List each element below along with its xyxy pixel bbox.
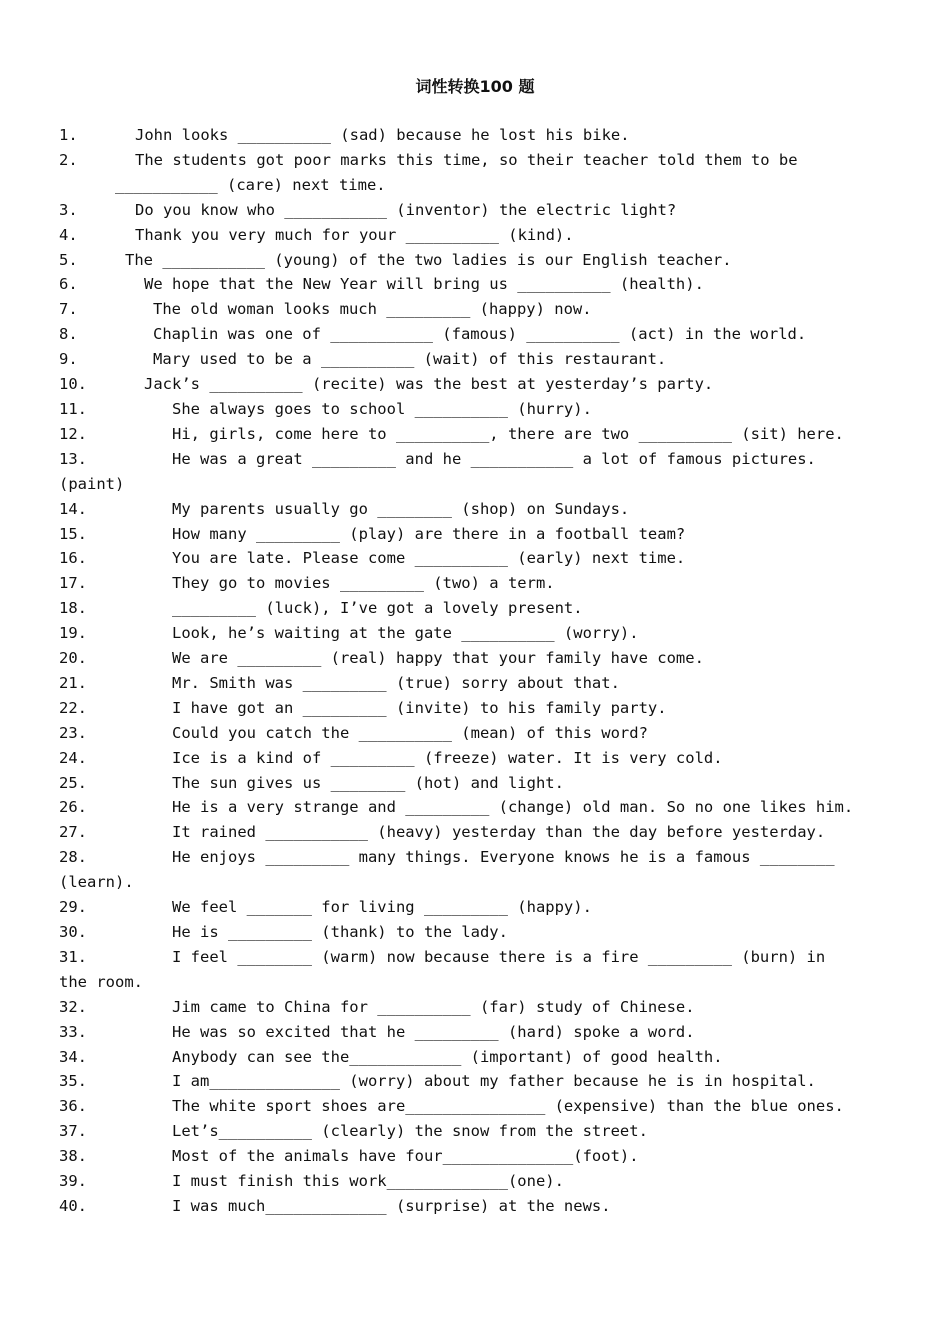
exercise-item (59, 895, 879, 920)
item-sentence: Mr. Smith was _________ (true) sorry about that. (172, 673, 620, 692)
exercise-item (59, 322, 879, 347)
item-sentence: She always goes to school __________ (hurry). (172, 399, 592, 418)
item-sentence: The students got poor marks this time, so their teacher told them to be (135, 150, 798, 169)
exercise-item (59, 995, 879, 1020)
item-number: 21. (59, 673, 87, 692)
exercise-item (59, 771, 879, 796)
item-number: 27. (59, 823, 87, 842)
item-continuation: ___________ (care) next time. (115, 175, 386, 194)
item-sentence: The ___________ (young) of the two ladies is our English teacher. (125, 250, 732, 269)
item-sentence: Anybody can see the____________ (important) of good health. (172, 1047, 723, 1066)
item-sentence: I am______________ (worry) about my father because he is in hospital. (172, 1072, 816, 1091)
item-number: 2. (59, 150, 78, 169)
item-number: 30. (59, 923, 87, 941)
item-sentence: Most of the animals have four______________(foot). (172, 1147, 639, 1166)
item-number: 34. (59, 1047, 87, 1066)
exercise-item (59, 497, 879, 522)
item-number: 14. (59, 499, 87, 518)
item-number: 1. (59, 126, 78, 144)
item-sentence: Look, he’s waiting at the gate __________ (worry). (172, 624, 639, 643)
item-number: 33. (59, 1022, 87, 1041)
item-continuation: (paint) (59, 474, 125, 493)
page-title: 词性转换100 题 (415, 77, 535, 96)
item-number: 11. (59, 399, 87, 418)
exercise-list (59, 123, 879, 1219)
item-number: 38. (59, 1147, 87, 1166)
exercise-item (59, 272, 879, 297)
item-sentence: They go to movies _________ (two) a term. (172, 574, 555, 593)
exercise-item (59, 522, 879, 547)
exercise-item (59, 646, 879, 671)
item-sentence: Hi, girls, come here to __________, there are two __________ (sit) here. (172, 424, 844, 443)
item-number: 10. (59, 375, 87, 394)
exercise-item (59, 248, 879, 273)
exercise-item (59, 820, 879, 845)
item-sentence: Do you know who ___________ (inventor) the electric light? (135, 200, 677, 219)
exercise-item (59, 372, 879, 397)
item-sentence: Jim came to China for __________ (far) study of Chinese. (172, 997, 695, 1016)
item-number: 23. (59, 723, 87, 742)
item-sentence: We are _________ (real) happy that your family have come. (172, 649, 704, 668)
item-sentence: We hope that the New Year will bring us __________ (health). (144, 275, 704, 294)
item-number: 8. (59, 325, 78, 344)
item-number: 19. (59, 624, 87, 643)
exercise-item (59, 696, 879, 721)
exercise-item (59, 621, 879, 646)
item-number: 6. (59, 275, 78, 294)
item-sentence: The sun gives us ________ (hot) and light. (172, 773, 564, 792)
exercise-item (59, 1045, 879, 1070)
item-number: 29. (59, 898, 87, 917)
item-sentence: My parents usually go ________ (shop) on Sundays. (172, 499, 630, 518)
exercise-item (59, 721, 879, 746)
item-sentence: Mary used to be a __________ (wait) of this restaurant. (153, 350, 667, 369)
exercise-item (59, 347, 879, 372)
exercise-item (59, 671, 879, 696)
item-sentence: He is a very strange and _________ (change) old man. So no one likes him. (172, 798, 854, 817)
item-sentence: John looks __________ (sad) because he lost his bike. (135, 126, 630, 144)
item-sentence: You are late. Please come __________ (early) next time. (172, 549, 686, 568)
exercise-item (59, 795, 879, 820)
exercise-item (59, 596, 879, 621)
item-sentence: Jack’s __________ (recite) was the best at yesterday’s party. (144, 375, 714, 394)
item-number: 7. (59, 300, 78, 319)
exercise-item (59, 945, 879, 995)
item-continuation: the room. (59, 972, 143, 991)
item-number: 40. (59, 1196, 87, 1215)
exercise-item (59, 546, 879, 571)
item-number: 13. (59, 449, 87, 468)
exercise-item (59, 223, 879, 248)
item-sentence: He is _________ (thank) to the lady. (172, 923, 508, 941)
item-sentence: I was much_____________ (surprise) at the news. (172, 1196, 611, 1215)
item-number: 4. (59, 225, 78, 244)
item-sentence: We feel _______ for living _________ (happy). (172, 898, 592, 917)
exercise-item (59, 1194, 879, 1219)
exercise-item (59, 1020, 879, 1045)
exercise-item (59, 1069, 879, 1094)
item-sentence: _________ (luck), I’ve got a lovely present. (172, 599, 583, 618)
item-sentence: He was a great _________ and he ___________ a lot of famous pictures. (172, 449, 816, 468)
exercise-item (59, 746, 879, 771)
item-sentence: Ice is a kind of _________ (freeze) water. It is very cold. (172, 748, 723, 767)
item-sentence: Thank you very much for your __________ (kind). (135, 225, 574, 244)
item-sentence: It rained ___________ (heavy) yesterday than the day before yesterday. (172, 823, 826, 842)
item-sentence: How many _________ (play) are there in a football team? (172, 524, 686, 543)
item-sentence: He was so excited that he _________ (hard) spoke a word. (172, 1022, 695, 1041)
item-number: 28. (59, 848, 87, 867)
exercise-item (59, 198, 879, 223)
item-number: 36. (59, 1097, 87, 1116)
item-sentence: He enjoys _________ many things. Everyone knows he is a famous ________ (172, 848, 835, 867)
item-number: 12. (59, 424, 87, 443)
exercise-item (59, 1144, 879, 1169)
item-continuation: (learn). (59, 873, 134, 892)
item-number: 22. (59, 698, 87, 717)
exercise-item (59, 1169, 879, 1194)
exercise-item (59, 1094, 879, 1119)
item-number: 15. (59, 524, 87, 543)
item-number: 31. (59, 947, 87, 966)
exercise-item (59, 123, 879, 148)
item-number: 20. (59, 649, 87, 668)
item-number: 35. (59, 1072, 87, 1091)
item-sentence: Could you catch the __________ (mean) of this word? (172, 723, 648, 742)
item-number: 3. (59, 200, 78, 219)
exercise-item (59, 1119, 879, 1144)
exercise-item (59, 920, 879, 945)
item-sentence: I must finish this work_____________(one). (172, 1172, 564, 1191)
exercise-item (59, 571, 879, 596)
item-sentence: The white sport shoes are_______________ (expensive) than the blue ones. (172, 1097, 844, 1116)
item-number: 32. (59, 997, 87, 1016)
item-number: 39. (59, 1172, 87, 1191)
exercise-item (59, 447, 879, 497)
exercise-item (59, 297, 879, 322)
item-number: 18. (59, 599, 87, 618)
item-number: 37. (59, 1122, 87, 1141)
item-number: 26. (59, 798, 87, 817)
item-sentence: I feel ________ (warm) now because there is a fire _________ (burn) in (172, 947, 826, 966)
item-number: 9. (59, 350, 78, 369)
item-sentence: I have got an _________ (invite) to his family party. (172, 698, 667, 717)
item-sentence: The old woman looks much _________ (happy) now. (153, 300, 592, 319)
exercise-item (59, 845, 879, 895)
item-number: 25. (59, 773, 87, 792)
item-sentence: Let’s__________ (clearly) the snow from the street. (172, 1122, 648, 1141)
exercise-item (59, 148, 879, 198)
item-number: 16. (59, 549, 87, 568)
item-number: 17. (59, 574, 87, 593)
item-number: 5. (59, 250, 78, 269)
item-sentence: Chaplin was one of ___________ (famous) __________ (act) in the world. (153, 325, 807, 344)
exercise-item (59, 422, 879, 447)
item-number: 24. (59, 748, 87, 767)
exercise-item (59, 397, 879, 422)
